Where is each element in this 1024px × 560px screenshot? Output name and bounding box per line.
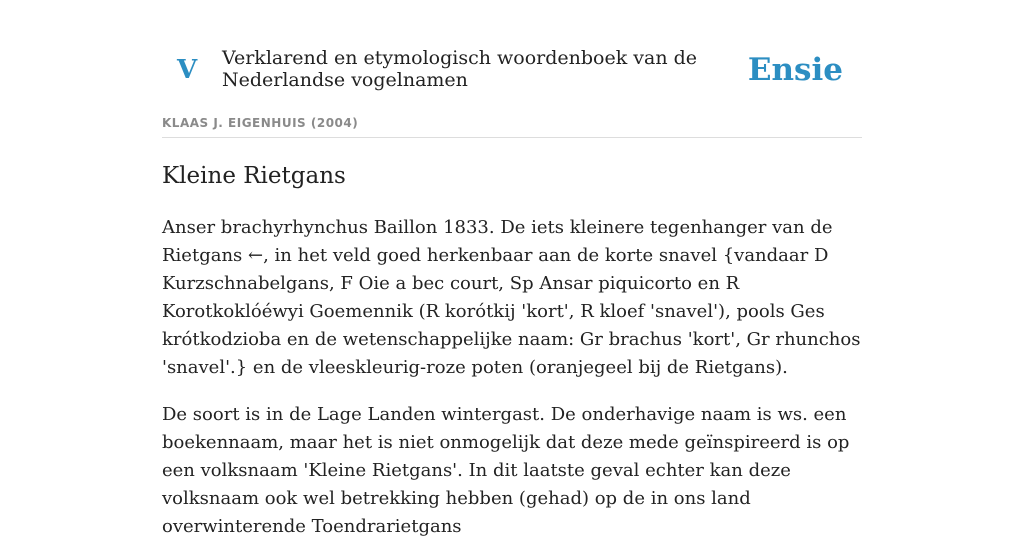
cross-reference-arrow-icon[interactable]: ← [248,245,264,266]
paragraph-1-rest: , in het veld goed herkenbaar aan de korte snavel {vandaar D Kurzschnabelgans, F Oie a bec court, Sp Ansar piquicorto en R Korotkoklóéwyi Goemennik (R korótkij 'kort', R kloef 'snavel'), pools Ges krótkodzioba en de wetenschappelijke naam: Gr brachus 'kort', Gr rhunchos 'snavel'.} en de vleeskleurig-roze poten (oranjegeel bij de Rietgans). [162,245,861,378]
paragraph-1 [162,214,862,382]
paragraph-2: De soort is in de Lage Landen wintergast. De onderhavige naam is ws. een boekennaam, maar het is niet onmogelijk dat deze mede geïnspireerd is op een volksnaam 'Kleine Rietgans'. In dit laatste geval echter kan deze volksnaam ook wel betrekking hebben (gehad) op de in ons land overwinterende Toendrarietgans [162,404,850,537]
header [162,0,862,112]
entry-title: Kleine Rietgans [162,163,346,189]
paragraph-1-start: Anser brachyrhynchus Baillon 1833. De iets kleinere tegenhanger van de Rietgans [162,217,833,266]
ensie-brand-link[interactable]: Ensie [747,52,843,88]
divider [162,137,862,138]
page [162,0,862,537]
work-title[interactable]: Verklarend en etymologisch woordenboek van de Nederlandse vogelnamen [222,47,698,91]
entry-body [162,214,862,560]
author-line: KLAAS J. EIGENHUIS (2004) [162,116,359,130]
source-logo[interactable]: V [177,55,198,85]
